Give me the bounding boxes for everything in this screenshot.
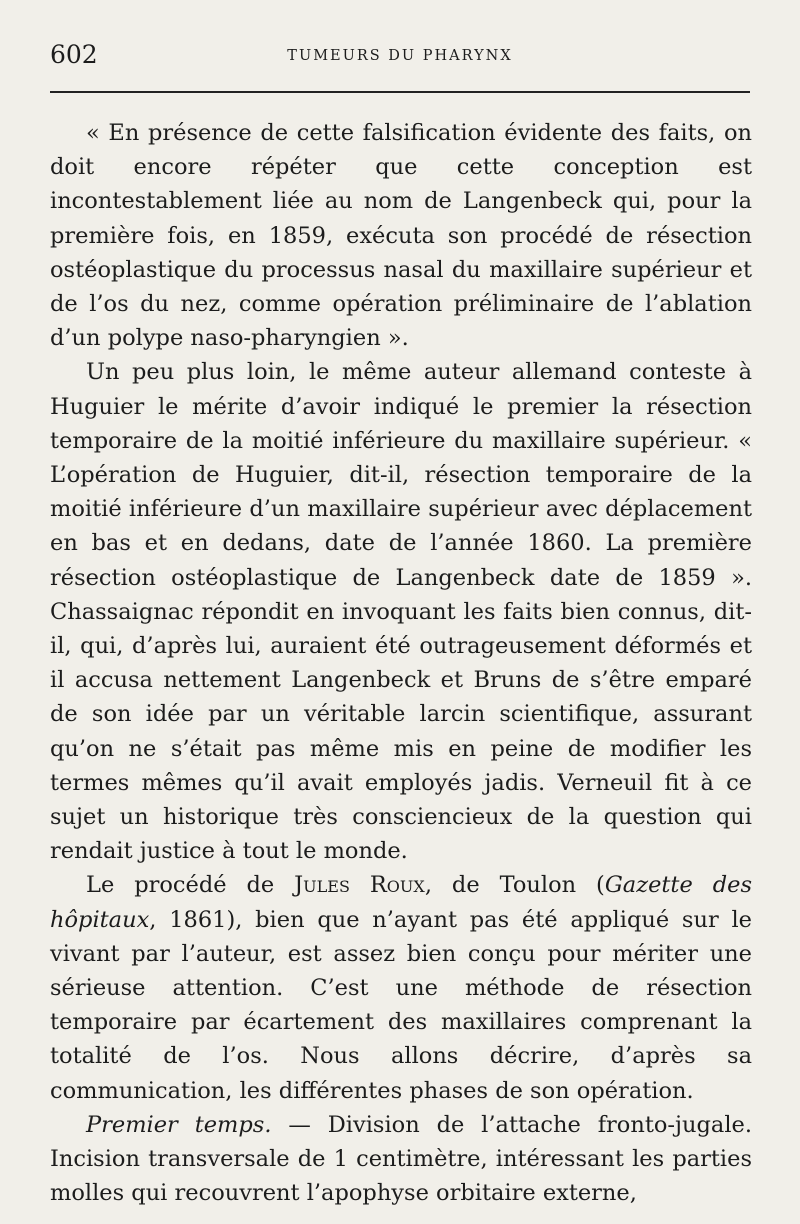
step-heading: Premier temps.	[86, 1111, 272, 1138]
text-run: , 1861), bien que n’ayant pas été appliqué sur le vivant par l’auteur, est assez bien conçu pour mériter une sérieuse attention. C’est une méthode de résection temporaire par écartement des maxillaires comprenant la totalité de l’os. Nous allons décrire, d’après sa communication, les différentes phases de son opération.	[50, 906, 752, 1104]
text-run: — Division de l’attache fronto-jugale. Incision transversale de 1 centimètre, intéressant les parties molles qui recouvrent l’apophyse orbitaire externe,	[50, 1111, 752, 1207]
text-run: , de Toulon (	[424, 872, 605, 899]
paragraph-huguier: Un peu plus loin, le même auteur allemand conteste à Huguier le mérite d’avoir indiqué le premier la résection temporaire de la moitié inférieure du maxillaire supérieur. « L’opération de Huguier, dit-il, résection temporaire de la moitié inférieure d’un maxillaire supérieur avec déplacement en bas et en dedans, date de l’année 1860. La première résection ostéoplastique de Langenbeck date de 1859 ». Chassaignac répondit en invoquant les faits bien connus, dit-il, qui, d’après lui, auraient été outrageusement déformés et il accusa nettement Langenbeck et Bruns de s’être emparé de son idée par un véritable larcin scientifique, assurant qu’on ne s’était pas même mis en peine de modifier les termes mêmes qu’il avait employés jadis. Verneuil fit à ce sujet un historique très consciencieux de la question qui rendait justice à tout le monde.	[50, 359, 752, 865]
header-rule	[50, 91, 750, 93]
paragraph-premier-temps	[50, 1108, 752, 1211]
page-number: 602	[50, 40, 98, 69]
paragraph-jules-roux	[50, 868, 752, 1107]
body-text	[50, 116, 752, 1211]
page-header	[50, 40, 750, 80]
author-name: Jules Roux	[294, 872, 425, 899]
journal-title: Gazette des hôpitaux	[50, 872, 752, 933]
running-title: TUMEURS DU PHARYNX	[287, 48, 513, 64]
paragraph-quote: « En présence de cette falsification évidente des faits, on doit encore répéter que cette conception est incontestablement liée au nom de Langenbeck qui, pour la première fois, en 1859, exécuta son procédé de résection ostéoplastique du processus nasal du maxillaire supérieur et de l’os du nez, comme opération préliminaire de l’ablation d’un polype naso-pharyngien ».	[50, 120, 752, 352]
text-run: Le procédé de	[86, 872, 295, 899]
